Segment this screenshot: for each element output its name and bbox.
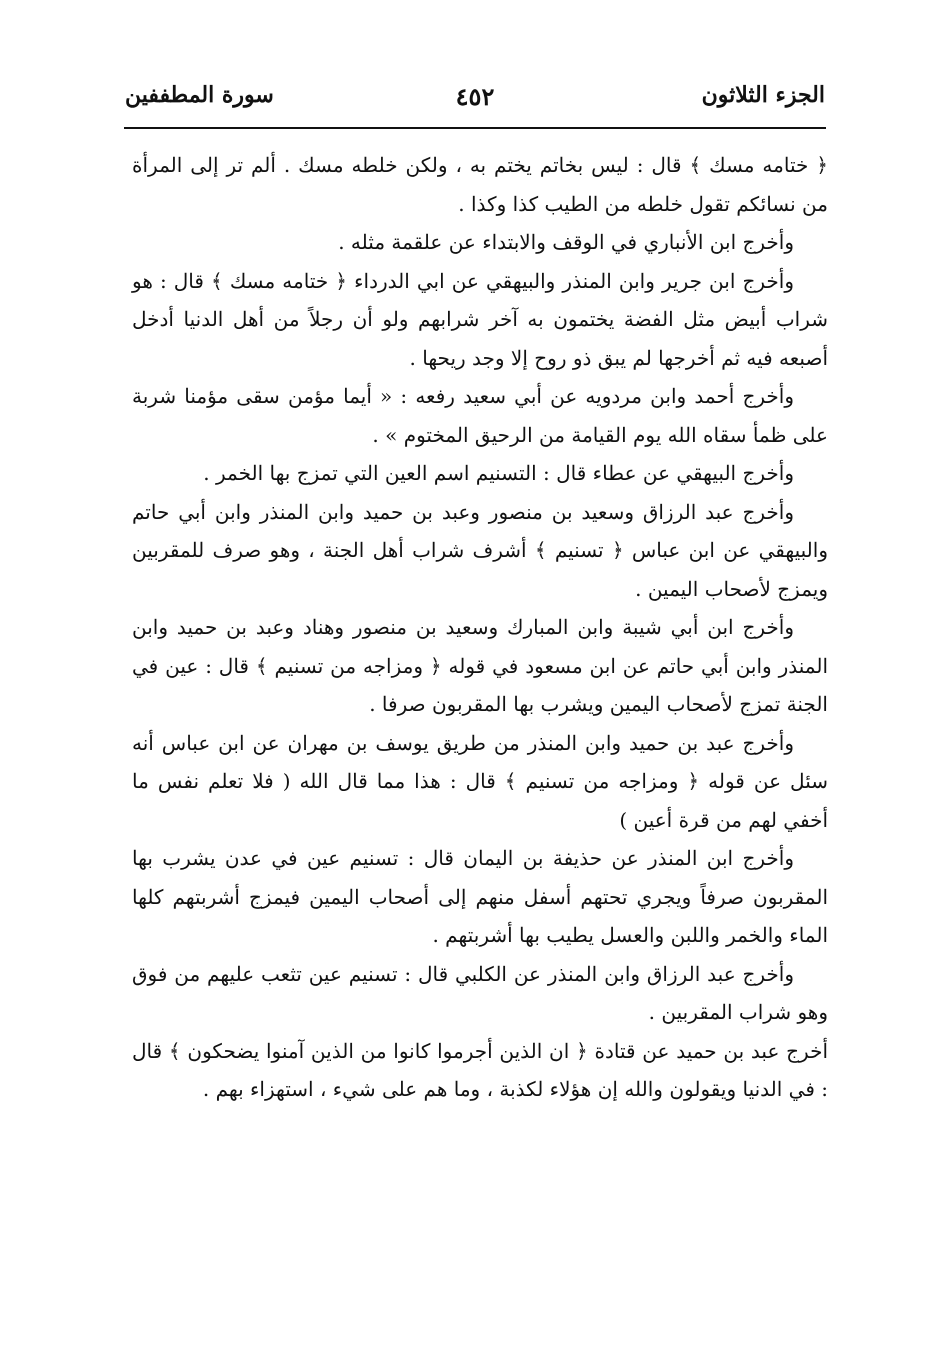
paragraph: وأخرج عبد الرزاق وسعيد بن منصور وعبد بن حميد وابن المنذر وابن أبي حاتم والبيهقي عن ابن عباس ﴿ تسنيم ﴾ أشرف شراب أهل الجنة ، وهو صرف للمقربين ويمزج لأصحاب اليمين .: [132, 499, 828, 601]
paragraph: وأخرج عبد الرزاق وابن المنذر عن الكلبي قال : تسنيم عين تثعب عليهم من فوق وهو شراب المقربين .: [132, 961, 828, 1024]
paragraph: وأخرج البيهقي عن عطاء قال : التسنيم اسم العين التي تمزج بها الخمر .: [203, 461, 794, 485]
paragraph: وأخرج ابن الأنباري في الوقف والابتداء عن علقمة مثله .: [338, 230, 794, 254]
paragraph: ﴿ ختامه مسك ﴾ قال : ليس بخاتم يختم به ، ولكن خلطه مسك . ألم تر إلى المرأة من نسائكم تقول خلطه من الطيب كذا وكذا .: [132, 153, 828, 216]
paragraph: أخرج عبد بن حميد عن قتادة ﴿ ان الذين أجرموا كانوا من الذين آمنوا يضحكون ﴾ قال : في الدنيا ويقولون والله إن هؤلاء لكذبة ، وما هم على شيء ، استهزاء بهم .: [132, 1038, 828, 1101]
paragraph: وأخرج ابن جرير وابن المنذر والبيهقي عن ابي الدرداء ﴿ ختامه مسك ﴾ قال : هو شراب أبيض مثل الفضة يختمون به آخر شرابهم ولو أن رجلاً من أهل الدنيا أدخل أصبعه فيه ثم أخرجها لم يبق ذو روح إلا وجد ريحها .: [132, 268, 828, 370]
paragraph: وأخرج ابن المنذر عن حذيفة بن اليمان قال : تسنيم عين في عدن يشرب بها المقربون صرفاً ويجري تحتهم أسفل منهم إلى أصحاب اليمين فيمزج أشربتهم كلها الماء والخمر واللبن والعسل يطيب بها أشربتهم .: [132, 846, 828, 947]
paragraph: وأخرج ابن أبي شيبة وابن المبارك وسعيد بن منصور وهناد وعبد بن حميد وابن المنذر وابن أبي حاتم عن ابن مسعود في قوله ﴿ ومزاجه من تسنيم ﴾ قال : عين في الجنة تمزج لأصحاب اليمين ويشرب بها المقربون صرفا .: [132, 615, 828, 716]
surah-title: سورة المطففين: [125, 82, 274, 108]
page-body: [132, 146, 828, 1109]
header-divider: [124, 127, 826, 129]
paragraph: وأخرج عبد بن حميد وابن المنذر من طريق يوسف بن مهران عن ابن عباس أنه سئل عن قوله ﴿ ومزاجه من تسنيم ﴾ قال : هذا مما قال الله ( فلا تعلم نفس ما أخفي لهم من قرة أعين ): [132, 730, 828, 832]
paragraph: وأخرج أحمد وابن مردويه عن أبي سعيد رفعه : « أيما مؤمن سقى مؤمنا شربة على ظمأ سقاه الله يوم القيامة من الرحيق المختوم » .: [132, 384, 828, 447]
page-number: ٤٥٢: [455, 82, 495, 111]
juz-title: الجزء الثلاثون: [701, 82, 825, 108]
page-header: [125, 78, 825, 118]
